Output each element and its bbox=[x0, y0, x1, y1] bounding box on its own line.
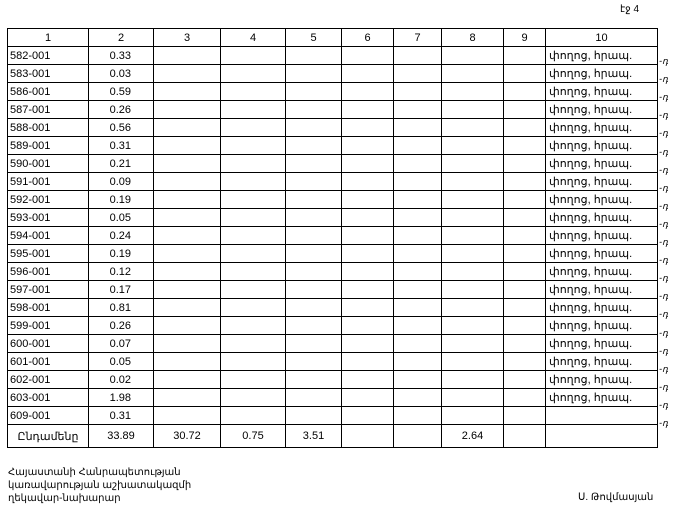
empty-cell bbox=[154, 353, 221, 371]
col-header: 3 bbox=[154, 29, 221, 47]
empty-cell bbox=[504, 353, 546, 371]
parcel-code: 603-001 bbox=[8, 389, 89, 407]
empty-cell bbox=[394, 299, 442, 317]
parcel-code: 587-001 bbox=[8, 101, 89, 119]
empty-cell bbox=[154, 371, 221, 389]
parcel-note: փողոց, հրապ. bbox=[546, 101, 658, 119]
empty-cell bbox=[342, 155, 394, 173]
row-mark: -դ bbox=[659, 291, 668, 302]
col-header: 7 bbox=[394, 29, 442, 47]
row-mark: -դ bbox=[659, 237, 668, 247]
row-mark: -դ bbox=[659, 74, 668, 85]
table-row bbox=[8, 137, 658, 155]
empty-cell bbox=[342, 281, 394, 299]
parcel-code: 600-001 bbox=[8, 335, 89, 353]
empty-cell bbox=[442, 245, 504, 263]
row-mark: -դ bbox=[659, 399, 668, 410]
parcel-area: 0.17 bbox=[89, 281, 154, 299]
row-mark: -դ bbox=[659, 92, 668, 103]
page-number: էջ 4 bbox=[620, 4, 640, 15]
empty-cell bbox=[442, 119, 504, 137]
col-header: 2 bbox=[89, 29, 154, 47]
empty-cell bbox=[504, 101, 546, 119]
footer-line: ղեկավար-նախարար bbox=[8, 493, 121, 504]
parcel-note: փողոց, հրապ. bbox=[546, 65, 658, 83]
empty-cell bbox=[342, 389, 394, 407]
row-mark: -դ bbox=[659, 418, 668, 428]
empty-cell bbox=[154, 65, 221, 83]
empty-cell bbox=[286, 191, 342, 209]
parcel-note: փողոց, հրապ. bbox=[546, 281, 658, 299]
empty-cell bbox=[221, 101, 286, 119]
empty-cell bbox=[442, 335, 504, 353]
parcel-area: 0.12 bbox=[89, 263, 154, 281]
parcel-note: փողոց, հրապ. bbox=[546, 83, 658, 101]
empty-cell bbox=[154, 173, 221, 191]
empty-cell bbox=[504, 299, 546, 317]
empty-cell bbox=[286, 389, 342, 407]
empty-cell bbox=[504, 281, 546, 299]
parcel-area: 0.31 bbox=[89, 407, 154, 425]
empty-cell bbox=[442, 209, 504, 227]
parcel-note: փողոց, հրապ. bbox=[546, 317, 658, 335]
table-row bbox=[8, 317, 658, 335]
header-row bbox=[8, 29, 658, 47]
table-row bbox=[8, 389, 658, 407]
empty-cell bbox=[221, 281, 286, 299]
empty-cell bbox=[442, 65, 504, 83]
empty-cell bbox=[221, 47, 286, 65]
empty-cell bbox=[286, 65, 342, 83]
table-row bbox=[8, 119, 658, 137]
empty-cell bbox=[342, 119, 394, 137]
empty-cell bbox=[286, 209, 342, 227]
empty-cell bbox=[154, 227, 221, 245]
row-mark: -դ bbox=[659, 56, 668, 66]
total-col7 bbox=[394, 425, 442, 448]
table-row bbox=[8, 65, 658, 83]
land-table bbox=[7, 28, 658, 448]
empty-cell bbox=[342, 227, 394, 245]
empty-cell bbox=[342, 65, 394, 83]
row-mark: -դ bbox=[659, 146, 668, 157]
parcel-code: 597-001 bbox=[8, 281, 89, 299]
table-row bbox=[8, 227, 658, 245]
table-row bbox=[8, 155, 658, 173]
empty-cell bbox=[342, 47, 394, 65]
empty-cell bbox=[154, 317, 221, 335]
empty-cell bbox=[394, 335, 442, 353]
empty-cell bbox=[504, 389, 546, 407]
empty-cell bbox=[286, 245, 342, 263]
parcel-code: 583-001 bbox=[8, 65, 89, 83]
empty-cell bbox=[342, 101, 394, 119]
empty-cell bbox=[504, 191, 546, 209]
col-header: 9 bbox=[504, 29, 546, 47]
parcel-area: 0.02 bbox=[89, 371, 154, 389]
empty-cell bbox=[342, 317, 394, 335]
empty-cell bbox=[442, 371, 504, 389]
parcel-area: 0.03 bbox=[89, 65, 154, 83]
row-mark: -դ bbox=[659, 110, 668, 121]
parcel-note: փողոց, հրապ. bbox=[546, 299, 658, 317]
empty-cell bbox=[342, 371, 394, 389]
table-row bbox=[8, 245, 658, 263]
row-mark: -դ bbox=[659, 164, 668, 175]
empty-cell bbox=[442, 281, 504, 299]
empty-cell bbox=[154, 101, 221, 119]
empty-cell bbox=[442, 263, 504, 281]
empty-cell bbox=[342, 83, 394, 101]
totals-row bbox=[8, 425, 658, 448]
empty-cell bbox=[442, 83, 504, 101]
table-row bbox=[8, 101, 658, 119]
empty-cell bbox=[342, 173, 394, 191]
table-row bbox=[8, 173, 658, 191]
empty-cell bbox=[154, 119, 221, 137]
row-mark: -դ bbox=[659, 273, 668, 284]
parcel-area: 0.31 bbox=[89, 137, 154, 155]
empty-cell bbox=[442, 191, 504, 209]
empty-cell bbox=[442, 137, 504, 155]
total-col2: 33.89 bbox=[89, 425, 154, 448]
table-row bbox=[8, 263, 658, 281]
empty-cell bbox=[154, 209, 221, 227]
empty-cell bbox=[442, 155, 504, 173]
empty-cell bbox=[504, 83, 546, 101]
parcel-area: 0.26 bbox=[89, 101, 154, 119]
parcel-note: փողոց, հրապ. bbox=[546, 227, 658, 245]
empty-cell bbox=[342, 263, 394, 281]
empty-cell bbox=[394, 119, 442, 137]
empty-cell bbox=[154, 155, 221, 173]
empty-cell bbox=[442, 407, 504, 425]
empty-cell bbox=[154, 245, 221, 263]
parcel-code: 586-001 bbox=[8, 83, 89, 101]
table-row bbox=[8, 83, 658, 101]
empty-cell bbox=[286, 263, 342, 281]
empty-cell bbox=[342, 299, 394, 317]
parcel-note: փողոց, հրապ. bbox=[546, 245, 658, 263]
col-header: 5 bbox=[286, 29, 342, 47]
empty-cell bbox=[342, 245, 394, 263]
empty-cell bbox=[286, 317, 342, 335]
empty-cell bbox=[394, 65, 442, 83]
empty-cell bbox=[394, 173, 442, 191]
parcel-note: փողոց, հրապ. bbox=[546, 209, 658, 227]
col-header: 8 bbox=[442, 29, 504, 47]
parcel-area: 0.19 bbox=[89, 191, 154, 209]
empty-cell bbox=[286, 155, 342, 173]
empty-cell bbox=[442, 227, 504, 245]
empty-cell bbox=[394, 407, 442, 425]
row-mark: -դ bbox=[659, 381, 668, 392]
table-row bbox=[8, 281, 658, 299]
parcel-note: փողոց, հրապ. bbox=[546, 155, 658, 173]
parcel-code: 589-001 bbox=[8, 137, 89, 155]
empty-cell bbox=[286, 281, 342, 299]
empty-cell bbox=[286, 371, 342, 389]
total-col3: 30.72 bbox=[154, 425, 221, 448]
empty-cell bbox=[504, 227, 546, 245]
empty-cell bbox=[221, 65, 286, 83]
parcel-note: փողոց, հրապ. bbox=[546, 137, 658, 155]
parcel-code: 595-001 bbox=[8, 245, 89, 263]
empty-cell bbox=[286, 101, 342, 119]
empty-cell bbox=[504, 371, 546, 389]
empty-cell bbox=[221, 389, 286, 407]
total-col10 bbox=[546, 425, 658, 448]
footer-line: Հայաստանի Հանրապետության bbox=[8, 467, 181, 478]
total-col5: 3.51 bbox=[286, 425, 342, 448]
empty-cell bbox=[154, 83, 221, 101]
table-row bbox=[8, 299, 658, 317]
row-mark: -դ bbox=[659, 218, 668, 229]
parcel-note: փողոց, հրապ. bbox=[546, 263, 658, 281]
empty-cell bbox=[394, 263, 442, 281]
empty-cell bbox=[442, 101, 504, 119]
empty-cell bbox=[342, 353, 394, 371]
empty-cell bbox=[286, 47, 342, 65]
parcel-code: 594-001 bbox=[8, 227, 89, 245]
empty-cell bbox=[442, 353, 504, 371]
empty-cell bbox=[221, 119, 286, 137]
parcel-note: փողոց, հրապ. bbox=[546, 335, 658, 353]
table-row bbox=[8, 407, 658, 425]
empty-cell bbox=[394, 353, 442, 371]
table-body bbox=[8, 47, 658, 425]
row-mark: -դ bbox=[659, 128, 668, 139]
empty-cell bbox=[394, 317, 442, 335]
empty-cell bbox=[442, 317, 504, 335]
total-col4: 0.75 bbox=[221, 425, 286, 448]
parcel-area: 0.56 bbox=[89, 119, 154, 137]
parcel-note: փողոց, հրապ. bbox=[546, 119, 658, 137]
parcel-area: 0.24 bbox=[89, 227, 154, 245]
empty-cell bbox=[154, 191, 221, 209]
empty-cell bbox=[154, 335, 221, 353]
parcel-note: փողոց, հրապ. bbox=[546, 371, 658, 389]
total-col9 bbox=[504, 425, 546, 448]
parcel-code: 601-001 bbox=[8, 353, 89, 371]
empty-cell bbox=[221, 353, 286, 371]
empty-cell bbox=[394, 209, 442, 227]
empty-cell bbox=[221, 209, 286, 227]
parcel-note: փողոց, հրապ. bbox=[546, 353, 658, 371]
table-row bbox=[8, 371, 658, 389]
empty-cell bbox=[154, 407, 221, 425]
empty-cell bbox=[394, 389, 442, 407]
col-header: 1 bbox=[8, 29, 89, 47]
parcel-code: 590-001 bbox=[8, 155, 89, 173]
empty-cell bbox=[394, 281, 442, 299]
empty-cell bbox=[221, 317, 286, 335]
parcel-code: 582-001 bbox=[8, 47, 89, 65]
empty-cell bbox=[504, 209, 546, 227]
parcel-note: փողոց, հրապ. bbox=[546, 191, 658, 209]
empty-cell bbox=[394, 245, 442, 263]
parcel-area: 0.19 bbox=[89, 245, 154, 263]
empty-cell bbox=[394, 155, 442, 173]
empty-cell bbox=[286, 227, 342, 245]
empty-cell bbox=[221, 191, 286, 209]
empty-cell bbox=[504, 245, 546, 263]
parcel-area: 0.05 bbox=[89, 353, 154, 371]
empty-cell bbox=[394, 137, 442, 155]
row-mark: -դ bbox=[659, 345, 668, 356]
empty-cell bbox=[221, 407, 286, 425]
row-mark: -դ bbox=[659, 255, 668, 266]
parcel-code: 593-001 bbox=[8, 209, 89, 227]
empty-cell bbox=[504, 263, 546, 281]
totals-label: Ընդամենը bbox=[8, 425, 89, 448]
table-row bbox=[8, 353, 658, 371]
empty-cell bbox=[504, 137, 546, 155]
empty-cell bbox=[442, 299, 504, 317]
empty-cell bbox=[221, 245, 286, 263]
table-row bbox=[8, 335, 658, 353]
signatory-name: Ս. Թովմասյան bbox=[578, 492, 654, 503]
parcel-code: 598-001 bbox=[8, 299, 89, 317]
parcel-note bbox=[546, 407, 658, 425]
empty-cell bbox=[342, 137, 394, 155]
empty-cell bbox=[154, 47, 221, 65]
total-col8: 2.64 bbox=[442, 425, 504, 448]
empty-cell bbox=[154, 299, 221, 317]
empty-cell bbox=[342, 191, 394, 209]
empty-cell bbox=[221, 227, 286, 245]
row-mark: -դ bbox=[659, 182, 668, 193]
table-row bbox=[8, 191, 658, 209]
col-header: 4 bbox=[221, 29, 286, 47]
empty-cell bbox=[342, 335, 394, 353]
parcel-code: 591-001 bbox=[8, 173, 89, 191]
parcel-code: 592-001 bbox=[8, 191, 89, 209]
empty-cell bbox=[504, 119, 546, 137]
empty-cell bbox=[504, 335, 546, 353]
table-row bbox=[8, 47, 658, 65]
empty-cell bbox=[442, 389, 504, 407]
empty-cell bbox=[154, 263, 221, 281]
empty-cell bbox=[221, 137, 286, 155]
empty-cell bbox=[286, 335, 342, 353]
empty-cell bbox=[286, 119, 342, 137]
row-mark: -դ bbox=[659, 363, 668, 374]
parcel-code: 596-001 bbox=[8, 263, 89, 281]
empty-cell bbox=[442, 47, 504, 65]
empty-cell bbox=[504, 407, 546, 425]
footer-title bbox=[8, 466, 191, 505]
empty-cell bbox=[342, 209, 394, 227]
parcel-code: 588-001 bbox=[8, 119, 89, 137]
empty-cell bbox=[394, 47, 442, 65]
parcel-code: 602-001 bbox=[8, 371, 89, 389]
parcel-note: փողոց, հրապ. bbox=[546, 47, 658, 65]
empty-cell bbox=[221, 155, 286, 173]
parcel-area: 0.05 bbox=[89, 209, 154, 227]
col-header: 6 bbox=[342, 29, 394, 47]
empty-cell bbox=[504, 65, 546, 83]
empty-cell bbox=[394, 83, 442, 101]
empty-cell bbox=[504, 47, 546, 65]
footer-line: կառավարության աշխատակազմի bbox=[8, 480, 192, 491]
empty-cell bbox=[154, 137, 221, 155]
empty-cell bbox=[286, 173, 342, 191]
row-mark: -դ bbox=[659, 309, 668, 320]
parcel-area: 0.09 bbox=[89, 173, 154, 191]
empty-cell bbox=[286, 137, 342, 155]
empty-cell bbox=[504, 317, 546, 335]
parcel-code: 599-001 bbox=[8, 317, 89, 335]
table-row bbox=[8, 209, 658, 227]
parcel-area: 0.33 bbox=[89, 47, 154, 65]
parcel-code: 609-001 bbox=[8, 407, 89, 425]
row-mark: -դ bbox=[659, 327, 668, 338]
parcel-note: փողոց, հրապ. bbox=[546, 389, 658, 407]
empty-cell bbox=[504, 173, 546, 191]
empty-cell bbox=[154, 389, 221, 407]
empty-cell bbox=[221, 263, 286, 281]
empty-cell bbox=[286, 299, 342, 317]
empty-cell bbox=[154, 281, 221, 299]
empty-cell bbox=[442, 173, 504, 191]
parcel-area: 1.98 bbox=[89, 389, 154, 407]
empty-cell bbox=[394, 227, 442, 245]
parcel-area: 0.59 bbox=[89, 83, 154, 101]
empty-cell bbox=[286, 353, 342, 371]
empty-cell bbox=[221, 83, 286, 101]
empty-cell bbox=[221, 299, 286, 317]
empty-cell bbox=[394, 371, 442, 389]
empty-cell bbox=[504, 155, 546, 173]
parcel-area: 0.26 bbox=[89, 317, 154, 335]
parcel-area: 0.21 bbox=[89, 155, 154, 173]
col-header: 10 bbox=[546, 29, 658, 47]
empty-cell bbox=[342, 407, 394, 425]
empty-cell bbox=[221, 173, 286, 191]
empty-cell bbox=[286, 407, 342, 425]
empty-cell bbox=[394, 191, 442, 209]
empty-cell bbox=[394, 101, 442, 119]
empty-cell bbox=[221, 371, 286, 389]
parcel-area: 0.81 bbox=[89, 299, 154, 317]
parcel-note: փողոց, հրապ. bbox=[546, 173, 658, 191]
empty-cell bbox=[221, 335, 286, 353]
row-mark: -դ bbox=[659, 200, 668, 211]
total-col6 bbox=[342, 425, 394, 448]
empty-cell bbox=[286, 83, 342, 101]
parcel-area: 0.07 bbox=[89, 335, 154, 353]
